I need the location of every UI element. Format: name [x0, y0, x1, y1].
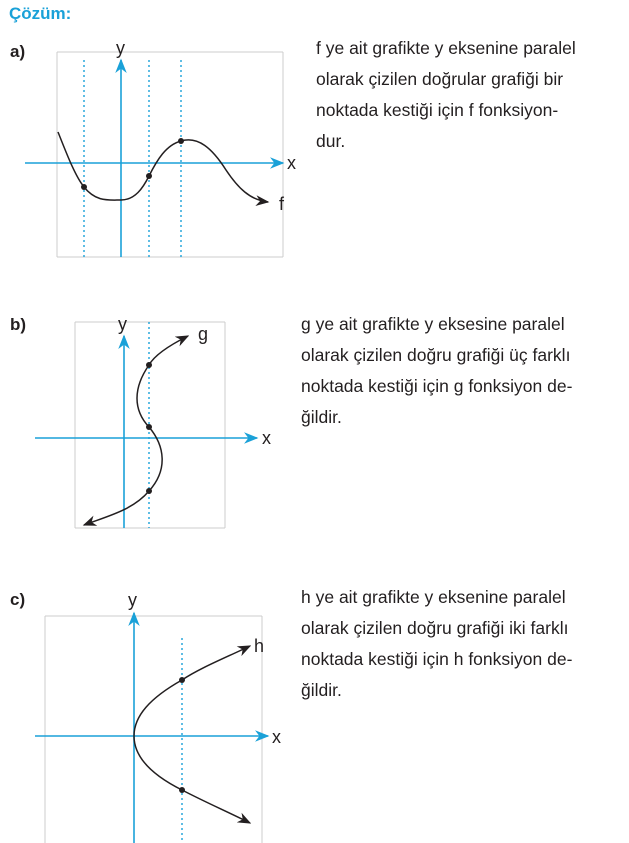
curve-h [134, 646, 250, 823]
x-axis-label-a: x [287, 153, 296, 173]
explanation-a-line-1: f ye ait grafikte y eksenine paralel [316, 38, 576, 58]
explanation-a-line-2: olarak çizilen doğrular grafiği bir [316, 69, 564, 89]
y-axis-label-c: y [128, 590, 137, 610]
part-a-label: a) [10, 42, 26, 61]
y-axis-label-b: y [118, 314, 127, 334]
explanation-b-line-3: noktada kestiği için g fonksiyon de- [301, 376, 573, 396]
vertical-lines-a [84, 60, 181, 257]
graph-c [0, 578, 320, 843]
explanation-a [316, 33, 609, 157]
explanation-c-line-1: h ye ait grafikte y eksenine paralel [301, 587, 566, 607]
curve-f [58, 132, 268, 202]
explanation-c-line-2: olarak çizilen doğru grafiği iki farklı [301, 618, 569, 638]
explanation-a-line-3: noktada kestiği için f fonksiyon- [316, 100, 559, 120]
part-c-label: c) [10, 590, 26, 609]
y-axis-label-a: y [116, 38, 125, 58]
solution-heading: Çözüm: [9, 4, 72, 23]
explanation-c [301, 582, 609, 706]
explanation-a-line-4: dur. [316, 131, 346, 151]
function-label-h: h [254, 636, 265, 656]
explanation-c-line-3: noktada kestiği için h fonksiyon de- [301, 649, 573, 669]
function-label-f: f [279, 194, 285, 214]
x-axis-label-c: x [272, 727, 281, 747]
intersection-points-a [81, 138, 184, 190]
curve-g [84, 336, 188, 525]
graph-b [0, 300, 320, 550]
explanation-b [301, 309, 609, 433]
explanation-b-line-4: ğildir. [301, 407, 342, 427]
part-b-label: b) [10, 315, 27, 334]
explanation-b-line-1: g ye ait grafikte y eksesine paralel [301, 314, 565, 334]
intersection-points-b [146, 362, 152, 494]
grid-a [57, 52, 283, 257]
function-label-g: g [198, 324, 209, 344]
graph-a [0, 30, 320, 300]
grid-c [45, 616, 265, 843]
explanation-b-line-2: olarak çizilen doğru grafiği üç farklı [301, 345, 571, 365]
explanation-c-line-4: ğildir. [301, 680, 342, 700]
x-axis-label-b: x [262, 428, 271, 448]
